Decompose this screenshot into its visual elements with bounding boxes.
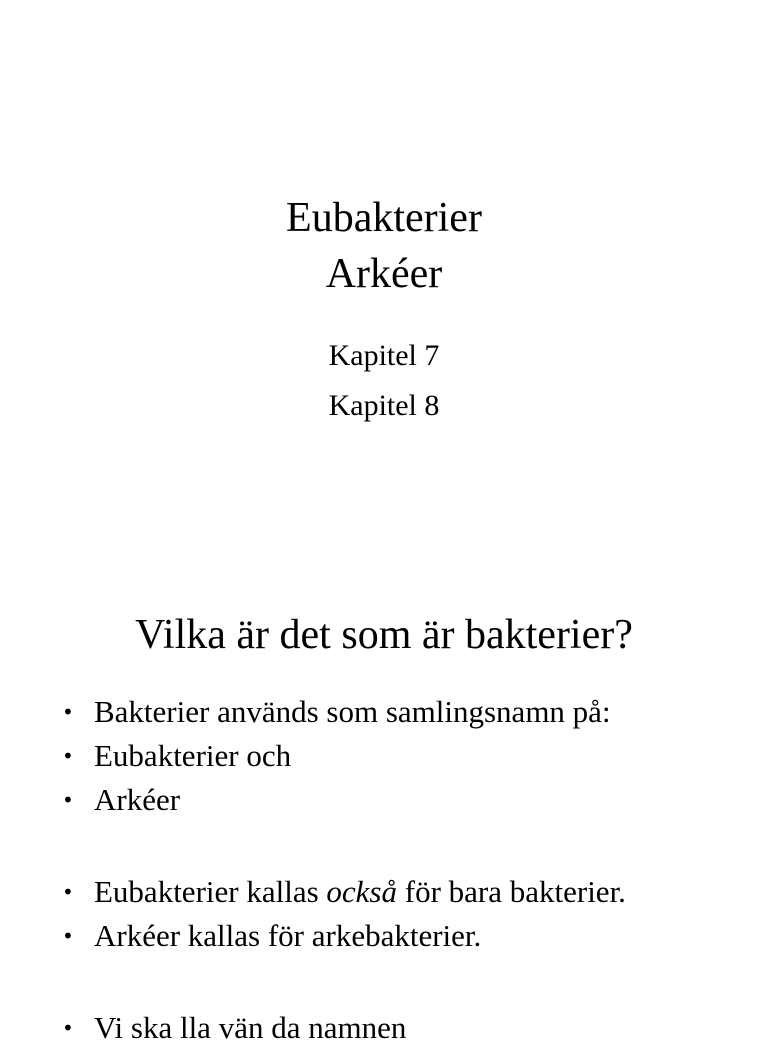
list-item	[0, 1006, 768, 1050]
bullet-marker: •	[62, 744, 74, 768]
bullet-marker: •	[62, 700, 74, 724]
bullet-marker: •	[62, 1016, 74, 1040]
slide-title: Vilka är det som är bakterier?	[135, 612, 633, 658]
slide-subtitle	[0, 331, 768, 431]
slide-title	[0, 190, 768, 302]
list-spacer	[0, 822, 768, 870]
bullet-text-before: Eubakterier kallas	[94, 874, 327, 909]
bullet-text-after: för bara bakterier.	[397, 874, 626, 909]
list-item	[0, 690, 768, 734]
list-item	[0, 914, 768, 958]
list-spacer	[0, 958, 768, 1006]
bullet-text-partial: Vi ska lla vän da namnen	[94, 1010, 407, 1045]
slide-2	[0, 560, 768, 1045]
bullet-marker: •	[62, 924, 74, 948]
title-line-2: Arkéer	[325, 251, 443, 297]
list-item	[0, 778, 768, 822]
subtitle-line-2: Kapitel 8	[328, 389, 440, 422]
bullet-marker: •	[62, 880, 74, 904]
bullet-text: Bakterier används som samlingsnamn på:	[94, 694, 611, 729]
list-item	[0, 734, 768, 778]
bullet-list	[0, 690, 768, 1050]
bullet-text: Eubakterier och	[94, 738, 292, 773]
bullet-emphasis: också	[326, 874, 397, 909]
bullet-text: Arkéer	[94, 782, 181, 817]
subtitle-line-1: Kapitel 7	[328, 339, 440, 372]
list-item	[0, 870, 768, 914]
bullet-marker: •	[62, 788, 74, 812]
title-line-1: Eubakterier	[286, 195, 482, 241]
bullet-text: Arkéer kallas för arkebakterier.	[94, 918, 482, 953]
